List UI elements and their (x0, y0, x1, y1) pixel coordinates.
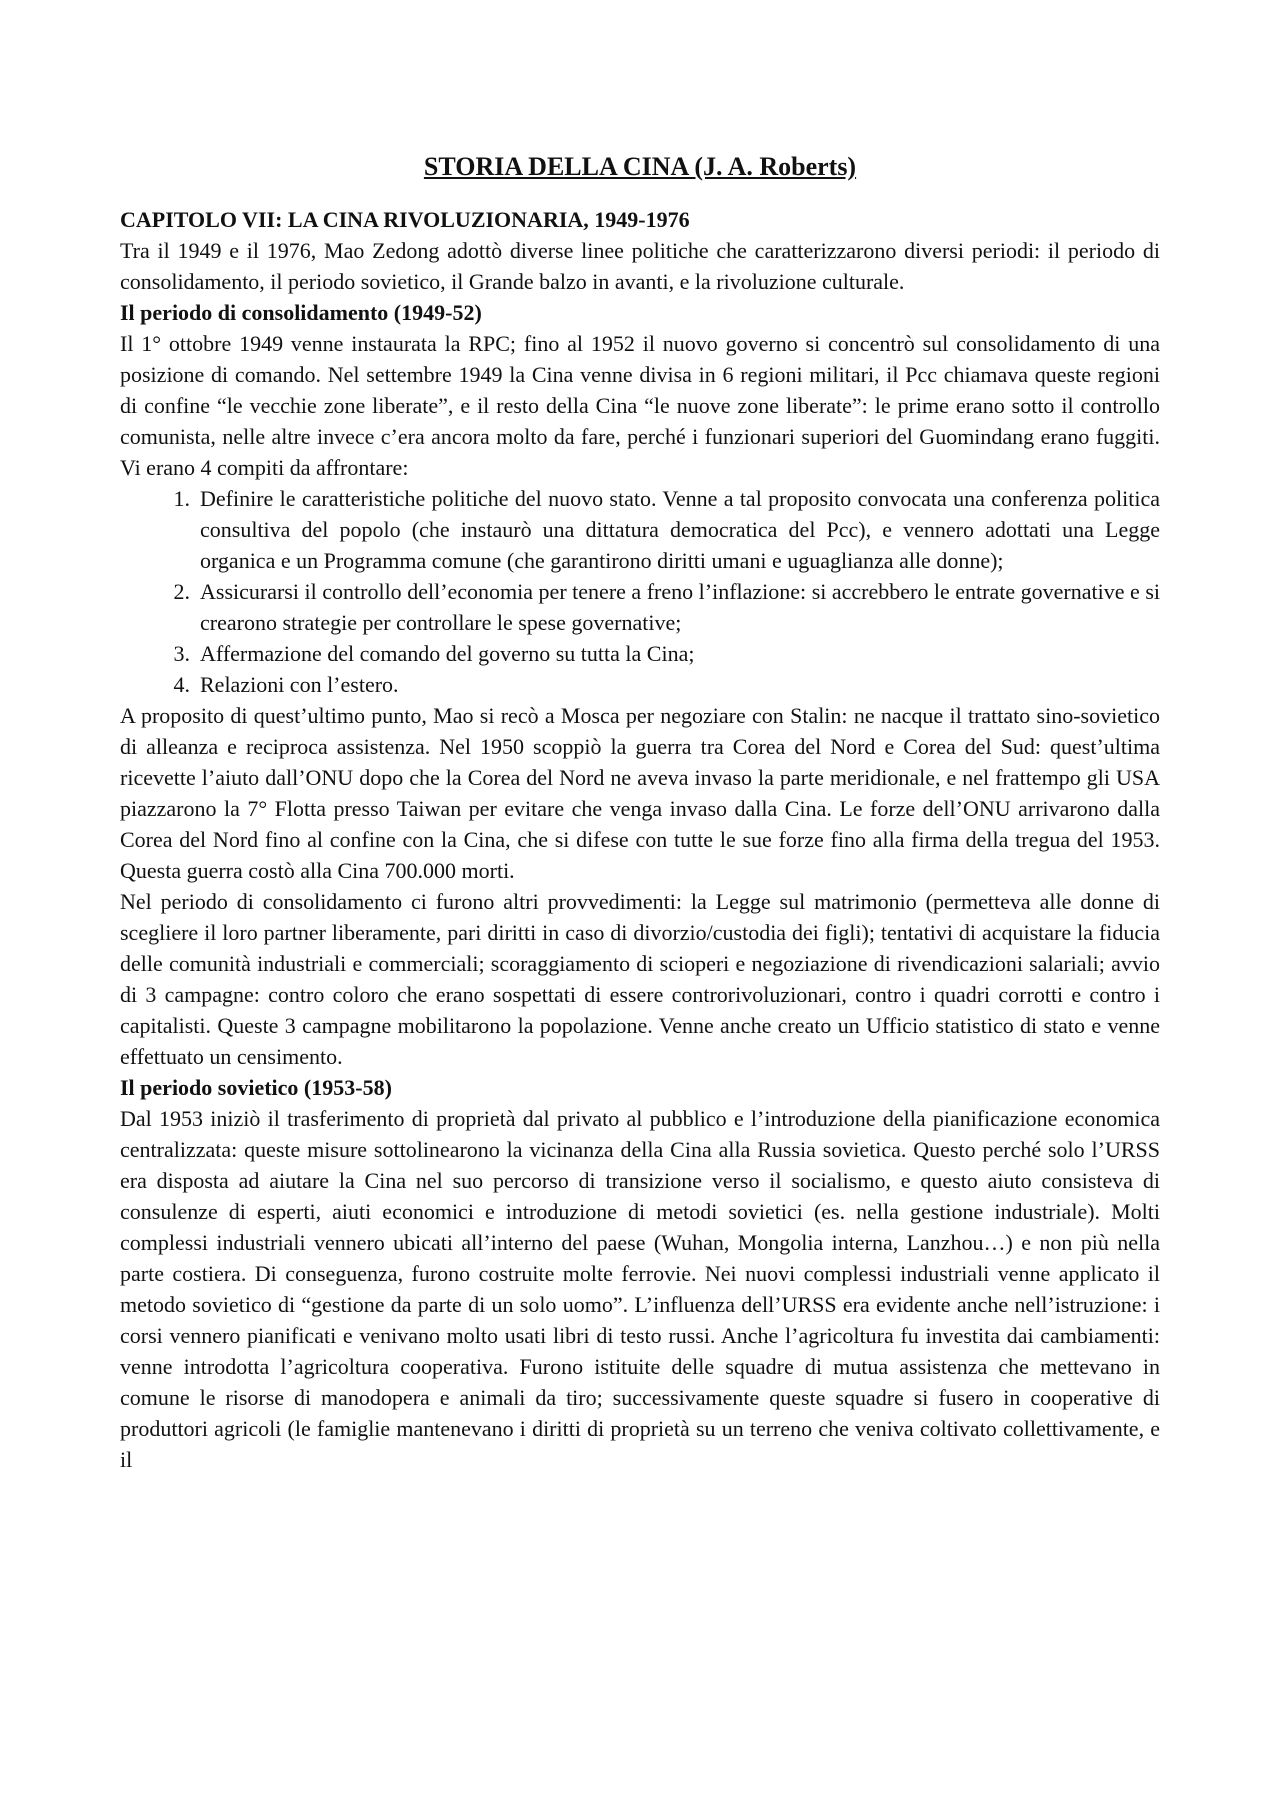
list-number: 3. (173, 641, 190, 666)
list-item (173, 483, 1160, 576)
section-heading-consolidamento: Il periodo di consolidamento (1949-52) (120, 300, 482, 325)
section-heading-sovietico: Il periodo sovietico (1953-58) (120, 1075, 392, 1100)
list-item-text: Affermazione del comando del governo su tutta la Cina; (200, 641, 695, 666)
list-number: 2. (173, 579, 190, 604)
document-title: STORIA DELLA CINA (J. A. Roberts) (423, 152, 857, 181)
paragraph: Nel periodo di consolidamento ci furono altri provvedimenti: la Legge sul matrimonio (permetteva alle donne di scegliere il loro partner liberamente, pari diritti in caso di divorzio/custodia dei figli); tentativi di acquistare la fiducia delle comunità industriali e commerciali; scoraggiamento di scioperi e negoziazione di rivendicazioni salariali; avvio di 3 campagne: contro coloro che erano sospettati di essere controrivoluzionari, contro i quadri corrotti e contro i capitalisti. Queste 3 campagne mobilitarono la popolazione. Venne anche creato un Ufficio statistico di stato e venne effettuato un censimento. (120, 889, 1160, 1069)
list-item-text: Definire le caratteristiche politiche del nuovo stato. Venne a tal proposito convocata una conferenza politica consultiva del popolo (che instaurò una dittatura democratica del Pcc), e vennero adottati una Legge organica e un Programma comune (che garantirono diritti umani e uguaglianza alle donne); (200, 486, 1160, 573)
list-item (173, 576, 1160, 638)
paragraph: A proposito di quest’ultimo punto, Mao si recò a Mosca per negoziare con Stalin: ne nacque il trattato sino-sovietico di alleanza e reciproca assistenza. Nel 1950 scoppiò la guerra tra Corea del Nord e Corea del Sud: quest’ultima ricevette l’aiuto dall’ONU dopo che la Corea del Nord ne aveva invaso la parte meridionale, e nel frattempo gli USA piazzarono la 7° Flotta presso Taiwan per evitare che venga invaso dalla Cina. Le forze dell’ONU arrivarono dalla Corea del Nord fino al confine con la Cina, che si difese con tutte le sue forze fino alla firma della tregua del 1953. Questa guerra costò alla Cina 700.000 morti. (120, 703, 1160, 883)
list-item (173, 638, 1160, 669)
list-number: 1. (173, 486, 190, 511)
list-item-text: Relazioni con l’estero. (200, 672, 399, 697)
intro-paragraph: Tra il 1949 e il 1976, Mao Zedong adottò diverse linee politiche che caratterizzarono diversi periodi: il periodo di consolidamento, il periodo sovietico, il Grande balzo in avanti, e la rivoluzione culturale. (120, 238, 1160, 294)
list-item (173, 669, 1160, 700)
document-page (120, 150, 1160, 1475)
paragraph: Dal 1953 iniziò il trasferimento di proprietà dal privato al pubblico e l’introduzione della pianificazione economica centralizzata: queste misure sottolinearono la vicinanza della Cina alla Russia sovietica. Questo perché solo l’URSS era disposta ad aiutare la Cina nel suo percorso di transizione verso il socialismo, e questo aiuto consisteva di consulenze di esperti, aiuti economici e introduzione di metodi sovietici (es. nella gestione industriale). Molti complessi industriali vennero ubicati all’interno del paese (Wuhan, Mongolia interna, Lanzhou…) e non più nella parte costiera. Di conseguenza, furono costruite molte ferrovie. Nei nuovi complessi industriali venne applicato il metodo sovietico di “gestione da parte di un solo uomo”. L’influenza dell’URSS era evidente anche nell’istruzione: i corsi vennero pianificati e venivano molto usati libri di testo russi. Anche l’agricoltura fu investita dai cambiamenti: venne introdotta l’agricoltura cooperativa. Furono istituite delle squadre di mutua assistenza che mettevano in comune le risorse di manodopera e animali da tiro; successivamente queste squadre si fusero in cooperative di produttori agricoli (le famiglie mantenevano i diritti di proprietà su un terreno che veniva coltivato collettivamente, e il (120, 1106, 1160, 1472)
paragraph: Il 1° ottobre 1949 venne instaurata la RPC; fino al 1952 il nuovo governo si concentrò sul consolidamento di una posizione di comando. Nel settembre 1949 la Cina venne divisa in 6 regioni militari, il Pcc chiamava queste regioni di confine “le vecchie zone liberate”, e il resto della Cina “le nuove zone liberate”: le prime erano sotto il controllo comunista, nelle altre invece c’era ancora molto da fare, perché i funzionari superiori del Guomindang erano fuggiti. Vi erano 4 compiti da affrontare: (120, 331, 1160, 480)
list-item-text: Assicurarsi il controllo dell’economia per tenere a freno l’inflazione: si accrebbero le entrate governative e si crearono strategie per controllare le spese governative; (200, 579, 1160, 635)
tasks-list (120, 483, 1160, 700)
chapter-title: CAPITOLO VII: LA CINA RIVOLUZIONARIA, 1949-1976 (120, 207, 690, 232)
list-number: 4. (173, 672, 190, 697)
